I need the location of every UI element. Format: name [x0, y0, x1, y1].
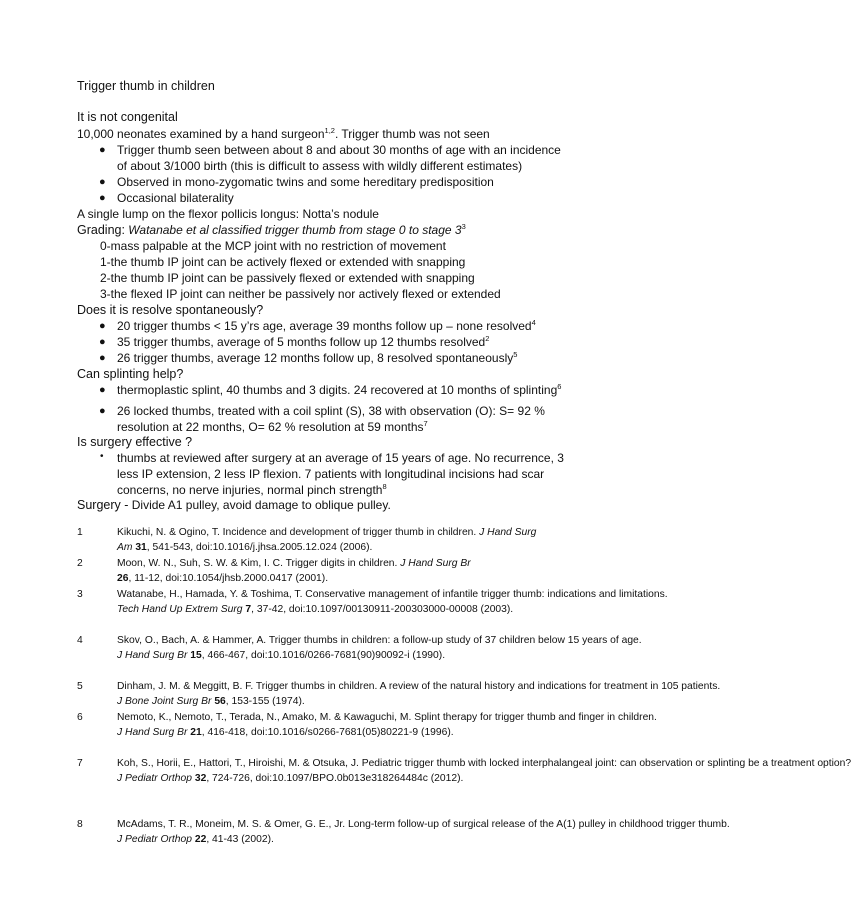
bullet-icon: ●	[99, 405, 106, 417]
section-heading-congenital: It is not congenital	[77, 110, 178, 124]
grading-line: Grading: Watanabe et al classified trigger thumb from stage 0 to stage $3^3$	[77, 222, 466, 237]
bullet-icon: ●	[99, 176, 106, 188]
bullet-splint-1: thermoplastic splint, 40 thumbs and 3 digits. 24 recovered at 10 months of splinting$^6$	[117, 382, 562, 397]
bullet-icon: ●	[99, 192, 106, 204]
document-title: Trigger thumb in children	[77, 79, 215, 93]
bullet-surgery-1: thumbs at reviewed after surgery at an average of 15 years of age. No recurrence, 3	[117, 451, 564, 465]
section-heading-splinting: Can splinting help?	[77, 367, 184, 381]
bullet-incidence-cont: of about 3/1000 birth (this is difficult to assess with wildly different estimates)	[117, 159, 523, 173]
bullet-icon: ●	[99, 336, 106, 348]
intro-line: 10,000 neonates examined by a hand surgeon$^{1,2}$. Trigger thumb was not seen	[77, 126, 490, 141]
grade-0: 0-mass palpable at the MCP joint with no restriction of movement	[100, 239, 446, 253]
bullet-bilaterality: Occasional bilaterality	[117, 191, 234, 205]
bullet-resolve-1: 20 trigger thumbs < 15 y’rs age, average 39 months follow up – none resolved$^4$	[117, 318, 536, 333]
bullet-icon: ●	[99, 384, 106, 396]
section-heading-surgery: Is surgery effective ?	[77, 435, 193, 449]
bullet-incidence: Trigger thumb seen between about 8 and about 30 months of age with an incidence	[117, 143, 561, 157]
bullet-surgery-1-cont2: concerns, no nerve injuries, normal pinch strength$^8$	[117, 482, 387, 497]
bullet-icon: •	[100, 451, 104, 462]
bullet-icon: ●	[99, 320, 106, 332]
grade-2: 2-the thumb IP joint can be passively flexed or extended with snapping	[100, 271, 475, 285]
bullet-twins: Observed in mono-zygomatic twins and some hereditary predisposition	[117, 175, 494, 189]
grade-1: 1-the thumb IP joint can be actively flexed or extended with snapping	[100, 255, 466, 269]
bullet-resolve-2: 35 trigger thumbs, average of 5 months follow up 12 thumbs resolved$^2$	[117, 334, 490, 349]
surgery-line: Surgery - Divide A1 pulley, avoid damage to oblique pulley.	[77, 498, 391, 512]
grade-3: 3-the flexed IP joint can neither be passively nor actively flexed or extended	[100, 287, 501, 301]
lump-line: A single lump on the flexor pollicis longus: Notta’s nodule	[77, 207, 379, 221]
bullet-icon: ●	[99, 144, 106, 156]
section-heading-resolve: Does it is resolve spontaneously?	[77, 303, 264, 317]
bullet-resolve-3: 26 trigger thumbs, average 12 months follow up, 8 resolved spontaneously$^5$	[117, 350, 518, 365]
bullet-icon: ●	[99, 352, 106, 364]
bullet-splint-2-cont: resolution at 22 months, O= 62 % resolution at 59 months$^7$	[117, 419, 428, 434]
bullet-surgery-1-cont: less IP extension, 2 less IP flexion. 7 patients with longitudinal incisions had scar	[117, 467, 545, 481]
document-page: Trigger thumb in children It is not congenital 10,000 neonates examined by a hand surgeon$^{1,2}$. Trigger thumb was not seen ● Trigger thumb seen between about 8 and about 30 months of age with an incidence of about 3/1000 birth (this is difficult to assess with wildly different estimates) ● Observed in mono-zygomatic twins and some hereditary predisposition ● Occasional bilaterality A single lump on the flexor pollicis longus: Notta’s nodule Grading: Watanabe et al classified trigger thumb from stage 0 to stage $3^3$ 0-mass palpable at the MCP joint with no restriction of movement 1-the thumb IP joint can be actively flexed or extended with snapping 2-the thumb IP joint can be passively flexed or extended with snapping 3-the flexed IP joint can neither be passively nor actively flexed or extended Does it is resolve spontaneously? ● 20 trigger thumbs < 15 y’rs age, average 39 months follow up – none resolved$^4$ ● 35 trigger thumbs, average of 5 months follow up 12 thumbs resolved$^2$ ● 26 trigger thumbs, average 12 months follow up, 8 resolved spontaneously$^5$ Can splinting help? ● thermoplastic splint, 40 thumbs and 3 digits. 24 recovered at 10 months of splinting$^6$ ● 26 locked thumbs, treated with a coil splint (S), 38 with observation (O): S= 92 % resolution at 22 months, O= 62 % resolution at 59 months$^7$ Is surgery effective ? • thumbs at reviewed after surgery at an average of 15 years of age. No recurrence, 3 less IP extension, 2 less IP flexion. 7 patients with longitudinal incisions had scar concerns, no nerve injuries, normal pinch strength$^8$ Surgery - Divide A1 pulley, avoid damage to oblique pulley. 1 Kikuchi, N. & Ogino, T. Incidence and development of trigger thumb in children. J Hand Surg Am 31, 541-543, doi:10.1016/j.jhsa.2005.12.024 (2006). 2 Moon, W. N., Suh, S. W. & Kim, I. C. Trigger digits in children. J Hand Surg Br 26, 11-12, doi:10.1054/jhsb.2000.0417 (2001). 3 Watanabe, H., Hamada, Y. & Toshima, T. Conservative management of infantile trigger thumb: indications and limitations. Tech Hand Up Extrem Surg 7, 37-42, doi:10.1097/00130911-200303000-00008 (2003). 4 Skov, O., Bach, A. & Hammer, A. Trigger thumbs in children: a follow-up study of 37 children below 15 years of age. J Hand Surg Br 15, 466-467, doi:10.1016/0266-7681(90)90092-i (1990). 5 Dinham, J. M. & Meggitt, B. F. Trigger thumbs in children. A review of the natural history and indications for treatment in 105 patients. J Bone Joint Surg Br 56, 153-155 (1974). 6 Nemoto, K., Nemoto, T., Terada, N., Amako, M. & Kawaguchi, M. Splint therapy for trigger thumb and finger in children. J Hand Surg Br 21, 416-418, doi:10.1016/s0266-7681(05)80221-9 (1996). 7 Koh, S., Horii, E., Hattori, T., Hiroishi, M. & Otsuka, J. Pediatric trigger thumb with locked interphalangeal joint: can observation or splinting be a treatment option? J Pediatr Orthop 32, 724-726, doi:10.1097/BPO.0b013e318264484c (2012). 8 McAdams, T. R., Moneim, M. S. & Omer, G. E., Jr. Long-term follow-up of surgical release of the A(1) pulley in childhood trigger thumb. J Pediatr Orthop 22, 41-43 (2002).	[77, 79, 851, 846]
bullet-splint-2: 26 locked thumbs, treated with a coil splint (S), 38 with observation (O): S= 92 %	[117, 404, 545, 418]
